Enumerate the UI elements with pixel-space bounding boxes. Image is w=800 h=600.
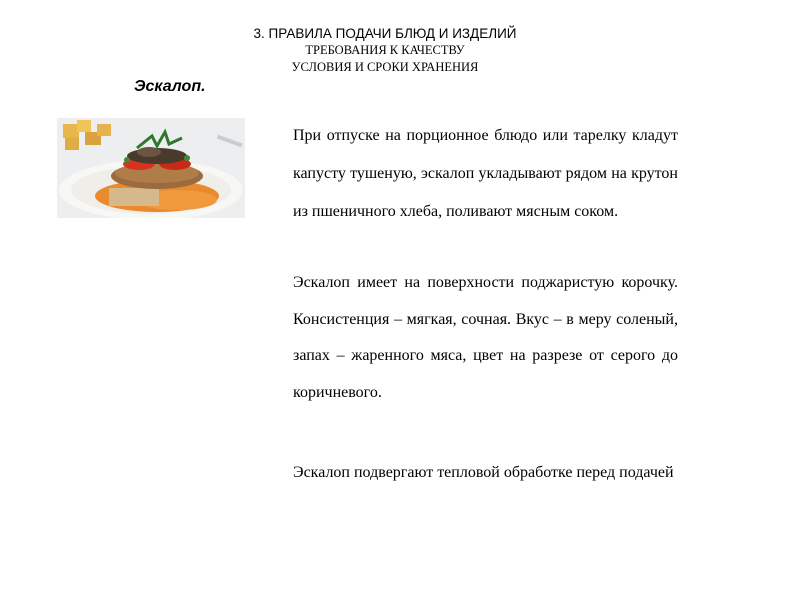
header-subtitle-storage: УСЛОВИЯ И СРОКИ ХРАНЕНИЯ: [291, 60, 479, 74]
dish-label: Эскалоп.: [134, 78, 206, 95]
slide-header: [200, 25, 570, 76]
paragraph-serving: При отпуске на порционное блюдо или тарелку кладут капусту тушеную, эскалоп укладывают рядом на крутон из пшеничного хлеба, поливают мясным соком.: [293, 127, 678, 220]
dish-photo: [57, 118, 245, 218]
paragraph-quality: Эскалоп имеет на поверхности поджаристую корочку. Консистенция – мягкая, сочная. Вкус – в меру соленый, запах – жаренного мяса, цвет на разрезе от серого до коричневого.: [293, 274, 678, 401]
dish-photo-icon: [57, 118, 245, 218]
paragraph-storage: Эскалоп подвергают тепловой обработке перед подачей: [293, 464, 674, 481]
header-title: 3. ПРАВИЛА ПОДАЧИ БЛЮД И ИЗДЕЛИЙ: [253, 26, 517, 41]
header-subtitle-quality: ТРЕБОВАНИЯ К КАЧЕСТВУ: [305, 43, 465, 57]
